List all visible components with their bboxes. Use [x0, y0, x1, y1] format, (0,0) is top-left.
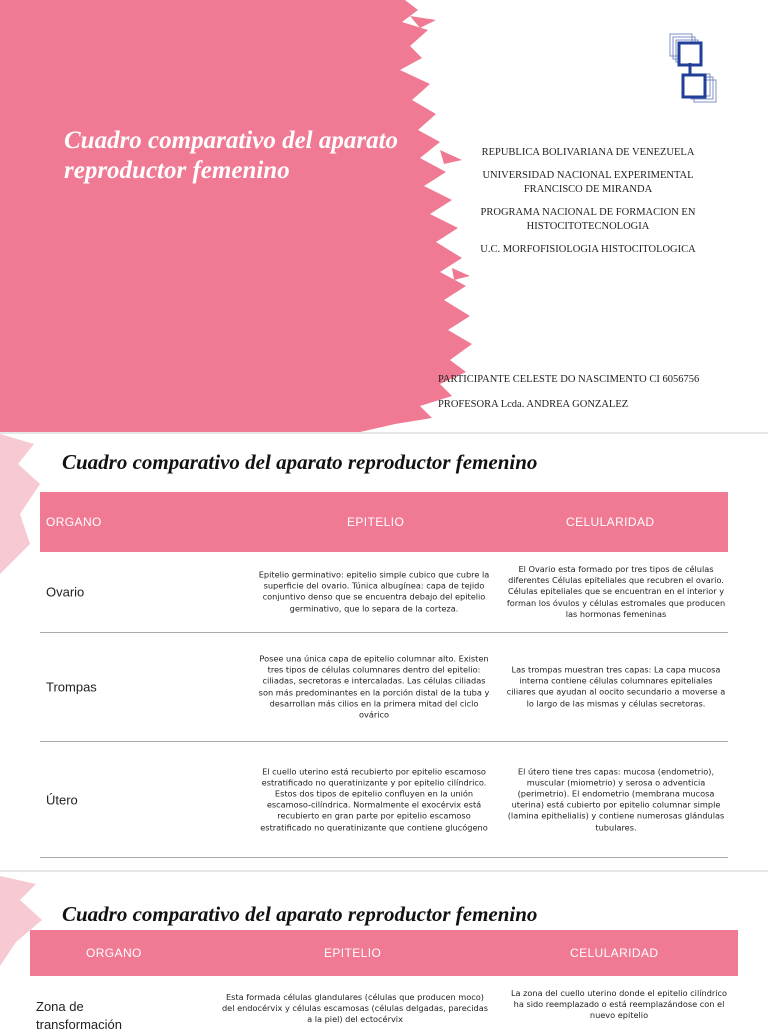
organ-name: Trompas [46, 679, 97, 695]
cover-title: Cuadro comparativo del aparato reproductor femenino [64, 127, 399, 184]
section-title: Cuadro comparativo del aparato reproductor femenino [62, 902, 538, 926]
table-row [30, 984, 738, 1032]
table-page-1 [0, 434, 768, 870]
table-page-2 [0, 872, 768, 1032]
table-header [40, 492, 728, 552]
celularidad-cell: El útero tiene tres capas: mucosa (endometrio), muscular (miometrio) y serosa o adventicia (perimetrio). El endometrio (membrana mucosa uterina) está cubierto por epitelio columnar simple (lamina epithelialis) y contiene numerosas glándulas tubulares. [507, 765, 725, 832]
institution-line: UNIVERSIDAD NACIONAL EXPERIMENTAL FRANCISCO DE MIRANDA [482, 170, 694, 195]
table-row [40, 633, 728, 742]
cover-page [0, 0, 768, 432]
epitelio-cell: Posee una única capa de epitelio columnar alto. Existen tres tipos de células columnares dentro del epitelio: ciliadas, secretoras e intercaladas. Las células ciliadas son más predominantes en la porción distal de la tuba y desarrollan más cilios en la primera mitad del ciclo ovárico [258, 653, 490, 720]
header-organo: ORGANO [46, 515, 102, 529]
header-epitelio: EPITELIO [324, 946, 382, 960]
celularidad-cell: La zona del cuello uterino donde el epitelio cilíndrico ha sido reemplazado o está reemplazándose con el nuevo epitelio [510, 988, 728, 1021]
institution-line: U.C. MORFOFISIOLOGIA HISTOCITOLOGICA [480, 244, 696, 255]
institution-line: REPUBLICA BOLIVARIANA DE VENEZUELA [481, 147, 695, 158]
section-title: Cuadro comparativo del aparato reproductor femenino [62, 450, 538, 474]
institution-line: PROGRAMA NACIONAL DE FORMACION EN HISTOCITOTECNOLOGIA [480, 207, 696, 232]
header-celularidad: CELULARIDAD [570, 946, 659, 960]
epitelio-cell: El cuello uterino está recubierto por epitelio escamoso estratificado no queratinizante y por epitelio cilíndrico. Estos dos tipos de epitelio confluyen en la unión escamoso-cilíndrica. Normalmente el exocérvix está recubierto en gran parte por epitelio escamoso estratificado no queratinizante que contiene glucógeno [260, 765, 488, 832]
authors-block [438, 374, 699, 424]
header-celularidad: CELULARIDAD [566, 515, 655, 529]
celularidad-cell: Las trompas muestran tres capas: La capa mucosa interna contiene células columnares epiteliales ciliares que ayudan al oocito secundario a moverse a lo largo de las mismas y células secretoras. [506, 664, 726, 709]
organ-name: Útero [46, 792, 78, 807]
table-header [30, 930, 738, 976]
organ-name: Zona de transformación [36, 999, 122, 1032]
header-organo: ORGANO [86, 946, 142, 960]
epitelio-cell: Esta formada células glandulares (células que producen moco) del endocérvix y células escamosas (células delgadas, parecidas a la piel) del ectocérvix [221, 992, 489, 1025]
institution-block [468, 146, 708, 266]
participant-line: PARTICIPANTE CELESTE DO NASCIMENTO CI 6056756 [438, 374, 700, 385]
linked-squares-logo-icon [666, 30, 732, 106]
epitelio-cell: Epitelio germinativo: epitelio simple cubico que cubre la superficie del ovario. Túnica albugínea: capa de tejido conjuntivo denso que se encuentra debajo del epitelio germinativo, que lo separa de la corteza. [258, 569, 490, 614]
table-row [40, 552, 728, 633]
professor-line: PROFESORA Lcda. ANDREA GONZALEZ [438, 399, 629, 410]
header-epitelio: EPITELIO [347, 515, 405, 529]
table-row [40, 742, 728, 858]
organ-name: Ovario [46, 584, 85, 600]
celularidad-cell: El Ovario esta formado por tres tipos de células diferentes Células epiteliales que recubren el ovario. Células epiteliales que se encuentran en el interior y forman los óvulos y células estromales que producen las hormonas femeninas [506, 563, 726, 619]
